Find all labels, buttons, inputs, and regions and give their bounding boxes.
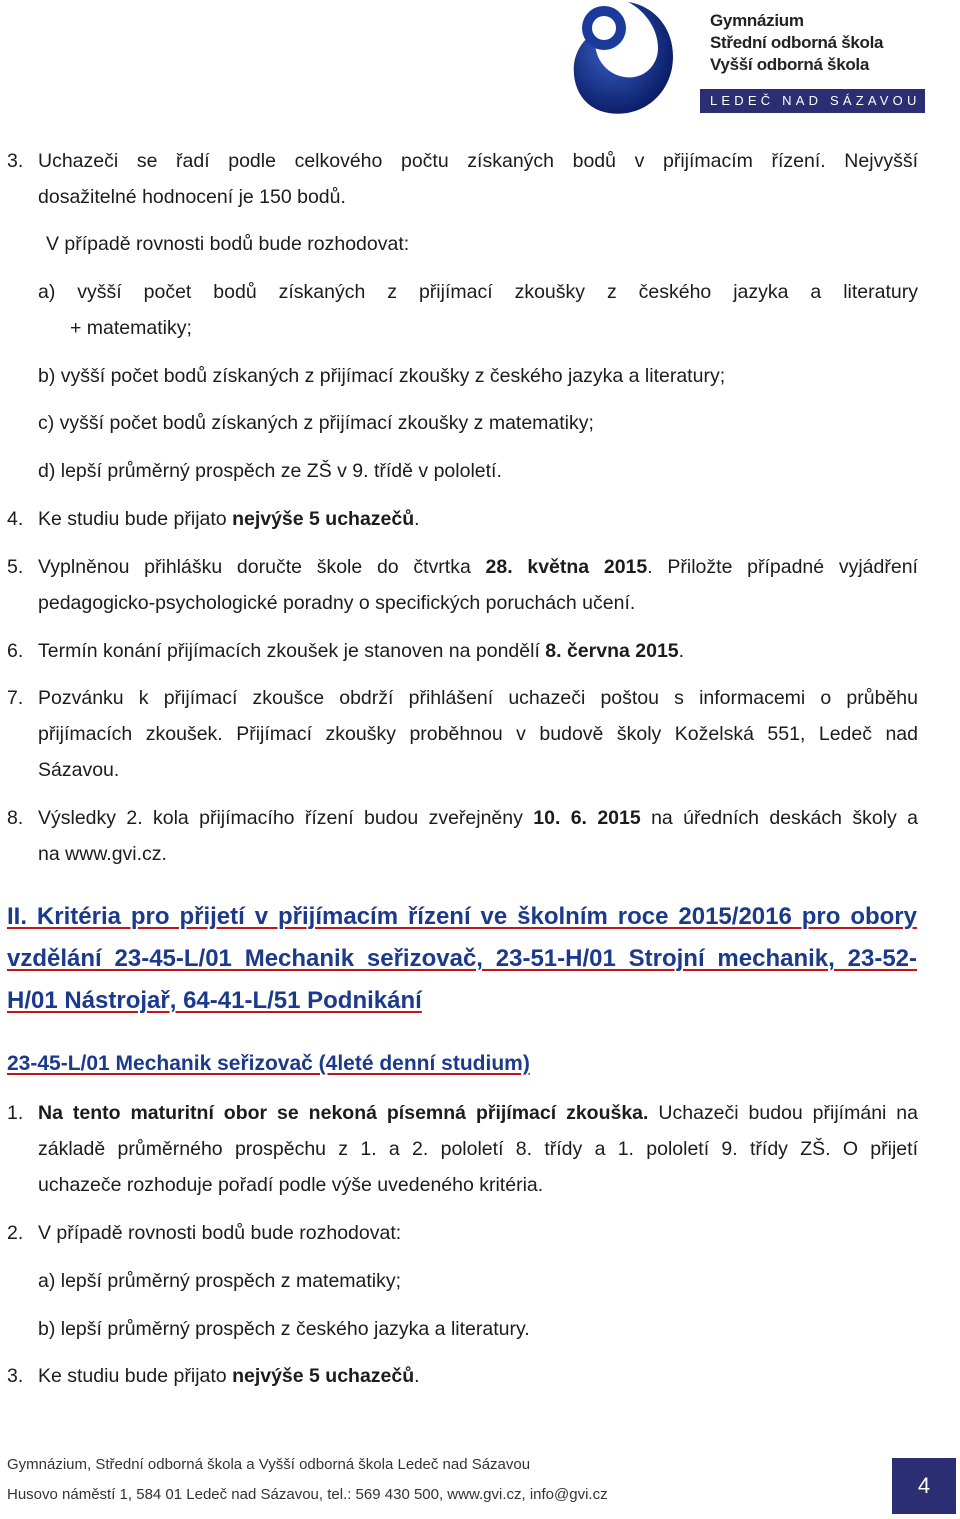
list-text-line [38,1095,918,1131]
section-heading-line-2: vzdělání 23-45-L/01 Mechanik seřizovač, 23-51-H/01 Strojní mechanik, 23-52- [7,945,917,972]
text-plain: Uchazeči budou přijímáni na [648,1102,918,1124]
tie-break-c: c) vyšší počet bodů získaných z přijímací zkoušky z matematiky; [38,412,594,434]
list-item-3 [0,143,960,215]
list-text [38,1358,420,1394]
section-heading [7,896,917,1022]
list-text-line: pedagogicko-psychologické poradny o specifických poruchách učení. [38,592,636,614]
tie-break-intro: V případě rovnosti bodů bude rozhodovat: [46,233,410,255]
list-number: 1. [7,1102,24,1124]
list-number: 6. [7,640,24,662]
list-text-line [38,800,918,836]
list-text-line: Uchazeči se řadí podle celkového počtu získaných bodů v přijímacím řízení. Nejvyšší [38,150,918,172]
list-number: 7. [7,687,24,709]
section-heading-line-3: H/01 Nástrojař, 64-41-L/51 Podnikání [7,987,422,1014]
list-text [38,633,684,669]
list-text-line: na www.gvi.cz. [38,843,167,865]
tie-break-a-line-2: + matematiky; [70,317,192,339]
section-heading-line-1: II. Kritéria pro přijetí v přijímacím řízení ve školním roce 2015/2016 pro obory [7,903,917,930]
criteria-tie-a: a) lepší průměrný prospěch z matematiky; [38,1270,402,1292]
page-header [0,0,960,125]
text-emphasis: 10. 6. 2015 [533,807,641,829]
list-text-line: Pozvánku k přijímací zkoušce obdrží přihlášení uchazeči poštou s informacemi o průběhu [38,687,918,709]
text-plain: na úředních deskách školy a [640,807,918,829]
text-emphasis: nejvýše 5 uchazečů [232,508,415,530]
list-text-line: přijímacích zkoušek. Přijímací zkoušky proběhnou v budově školy Koželská 551, Ledeč nad [38,723,918,745]
tie-break-b: b) vyšší počet bodů získaných z přijímací zkoušky z českého jazyka a literatury; [38,365,726,387]
tie-break-a [38,274,918,346]
text-plain: Termín konání přijímacích zkoušek je stanoven na pondělí [38,640,546,662]
footer-contact: Husovo náměstí 1, 584 01 Ledeč nad Sázavou, tel.: 569 430 500, www.gvi.cz, info@gvi.cz [7,1486,608,1503]
text-plain: . [414,508,420,530]
list-text-line: dosažitelné hodnocení je 150 bodů. [38,186,346,208]
list-item-7 [0,680,960,788]
list-text: V případě rovnosti bodů bude rozhodovat: [38,1222,402,1244]
criteria-tie-b: b) lepší průměrný prospěch z českého jazyka a literatury. [38,1318,530,1340]
text-emphasis: 28. května 2015 [485,556,648,578]
text-plain: Vyplněnou přihlášku doručte škole do čtvrtka [38,556,486,578]
list-text-line [38,549,918,585]
list-number: 4. [7,508,24,530]
school-name-line-3: Vyšší odborná škola [710,55,870,74]
school-logo [570,0,680,120]
list-text-line: Sázavou. [38,759,120,781]
list-number: 2. [7,1222,24,1244]
list-number: 3. [7,1365,24,1387]
town-banner: LEDEČ NAD SÁZAVOU [700,89,925,113]
page-number: 4 [892,1458,956,1514]
list-number: 3. [7,150,24,172]
text-plain: . Přiložte případné vyjádření [647,556,918,578]
program-subheading: 23-45-L/01 Mechanik seřizovač (4leté denní studium) [7,1052,530,1075]
list-number: 5. [7,556,24,578]
list-text [38,501,420,537]
text-plain: Ke studiu bude přijato [38,508,233,530]
text-emphasis: Na tento maturitní obor se nekoná písemná přijímací zkouška. [38,1102,649,1124]
school-name-line-2: Střední odborná škola [710,33,884,52]
list-text-line: uchazeče rozhoduje pořadí podle výše uvedeného kritéria. [38,1174,544,1196]
footer-school-name: Gymnázium, Střední odborná škola a Vyšší odborná škola Ledeč nad Sázavou [7,1456,531,1473]
list-number: 8. [7,807,24,829]
text-emphasis: nejvýše 5 uchazečů [232,1365,415,1387]
tie-break-d: d) lepší průměrný prospěch ze ZŠ v 9. třídě v pololetí. [38,460,502,482]
list-item-5 [0,549,960,621]
school-name [710,10,883,76]
text-emphasis: 8. června 2015 [545,640,679,662]
text-plain: Ke studiu bude přijato [38,1365,233,1387]
text-plain: Výsledky 2. kola přijímacího řízení budou zveřejněny [38,807,534,829]
list-text-line: základě průměrného prospěchu z 1. a 2. pololetí 8. třídy a 1. pololetí 9. třídy ZŠ. O přijetí [38,1138,918,1160]
tie-break-a-line-1: a) vyšší počet bodů získaných z přijímací zkoušky z českého jazyka a literatury [38,281,918,303]
list-item-8 [0,800,960,872]
text-plain: . [678,640,685,662]
school-name-line-1: Gymnázium [710,11,804,30]
text-plain: . [414,1365,420,1387]
criteria-item-1 [0,1095,960,1203]
